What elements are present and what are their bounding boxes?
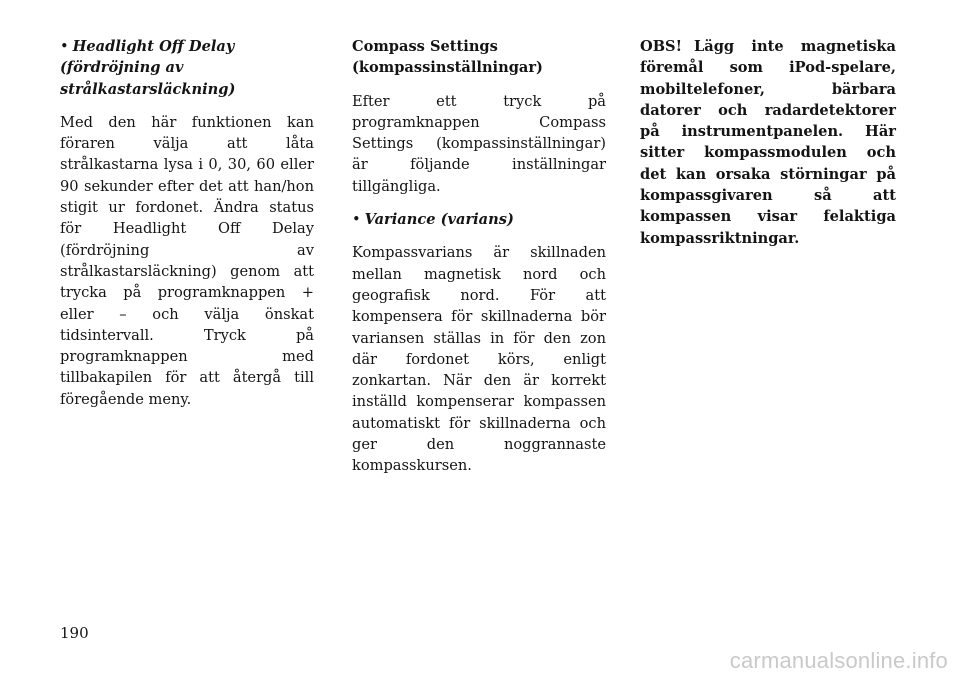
bullet-dot: • <box>60 38 69 55</box>
variance-heading <box>352 209 606 230</box>
compass-settings-heading <box>352 36 606 79</box>
headlight-off-delay-title: Headlight Off Delay (fördröjning av strålkastarsläckning) <box>60 38 236 98</box>
warning-label: OBS! <box>640 38 682 55</box>
compass-settings-intro: Efter ett tryck på programknappen Compass Settings (kompassinställningar) är följande inställningar tillgängliga. <box>352 92 606 195</box>
headlight-off-delay-heading <box>60 36 314 100</box>
compass-settings-heading-line1: Compass Settings <box>352 38 498 55</box>
column-right <box>640 36 896 249</box>
column-left <box>60 36 314 410</box>
compass-settings-heading-line2: (kompassinställningar) <box>352 59 543 77</box>
bullet-dot: • <box>352 211 361 229</box>
watermark: carmanualsonline.info <box>729 648 948 673</box>
warning-text: Lägg inte magnetiska föremål som iPod-spelare, mobiltelefoner, bärbara datorer och radardetektorer på instrumentpanelen. Här sitter kompassmodulen och det kan orsaka störningar på kompassgivaren så att kompassen visar felaktiga kompassriktningar. <box>640 38 896 247</box>
headlight-off-delay-paragraph: Med den här funktionen kan föraren välja att låta strålkastarna lysa i 0, 30, 60 eller 90 sekunder efter det att han/hon stigit ur fordonet. Ändra status för Headlight Off Delay (fördröjning av strålkastarsläckning) genom att trycka på programknappen + eller – och välja önskat tidsintervall. Tryck på programknappen med tillbakapilen för att återgå till föregående meny. <box>60 113 314 408</box>
variance-paragraph: Kompassvarians är skillnaden mellan magnetisk nord och geografisk nord. För att kompensera för skillnaderna bör variansen ställas in för den zon där fordonet körs, enligt zonkartan. När den är korrekt inställd kompenserar kompassen automatiskt för skillnaderna och ger den noggrannaste kompasskursen. <box>352 244 606 475</box>
page-number: 190 <box>60 624 89 642</box>
warning-note <box>640 36 896 249</box>
variance-title: Variance (varians) <box>364 211 514 229</box>
column-middle <box>352 36 606 477</box>
